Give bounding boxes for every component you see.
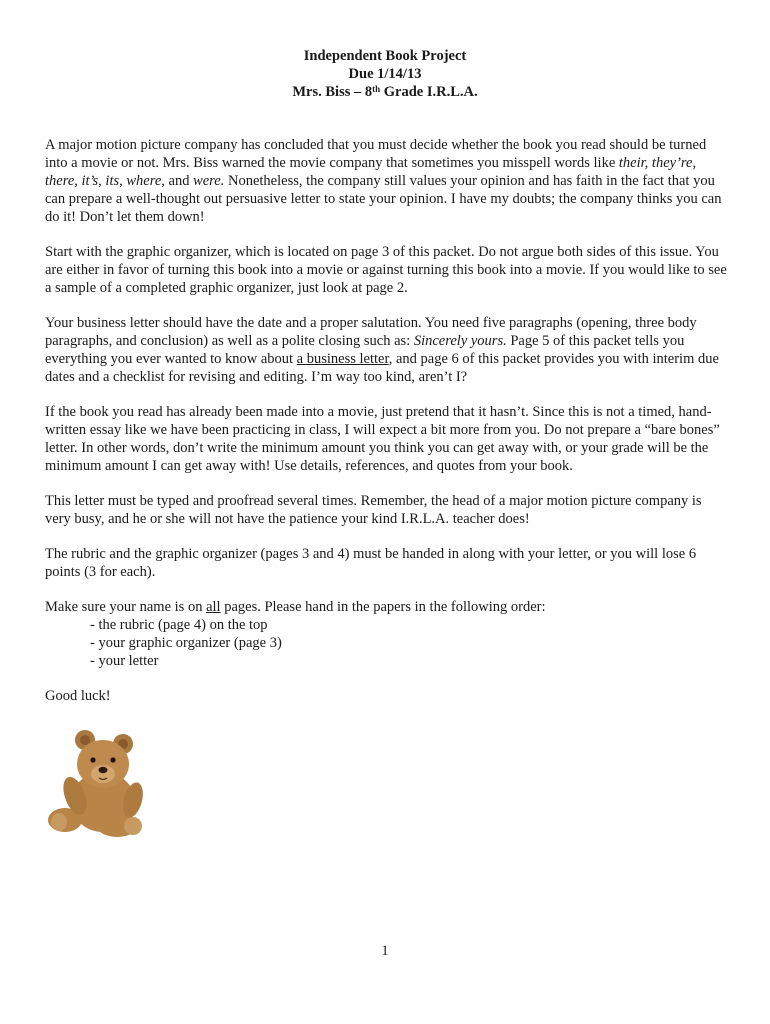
document-header	[0, 47, 770, 101]
paragraph-business-letter: Your business letter should have the date and a proper salutation. You need five paragraphs (opening, three body paragraphs, and conclusion) as well as a polite closing such as: Sincerely yours. Page 5 of this packet tells you everything you ever wanted to know about a business letter, and page 6 of this packet provides you with interim due dates and a checklist for revising and editing. I’m way too kind, aren’t I?	[45, 315, 719, 385]
paragraph-order: Make sure your name is on all pages. Please hand in the papers in the following order: - the rubric (page 4) on the top - your graphic organizer (page 3) - your letter	[45, 598, 730, 670]
business-letter-link[interactable]: a business letter	[296, 351, 389, 367]
teddy-bear-image	[45, 722, 150, 840]
list-item: - the rubric (page 4) on the top	[90, 617, 268, 633]
list-item: - your graphic organizer (page 3)	[90, 635, 282, 651]
paragraph-graphic-organizer: Start with the graphic organizer, which is located on page 3 of this packet. Do not argue both sides of this issue. You are either in favor of turning this book into a movie or against turning this book into a movie. If you would like to see a sample of a completed graphic organizer, just look at page 2.	[45, 244, 727, 296]
paragraph-intro: A major motion picture company has concluded that you must decide whether the book you read should be turned into a movie or not. Mrs. Biss warned the movie company that sometimes you misspell words like their, they’re, there, it’s, its, where, and were. Nonetheless, the company still values your opinion and has faith in the fact that you can prepare a well-thought out persuasive letter to state your opinion. I have my doubts; the company thinks you can do it! Don’t let them down!	[45, 137, 722, 225]
due-date: Due 1/14/13	[348, 66, 422, 82]
paragraph-proofread: This letter must be typed and proofread several times. Remember, the head of a major motion picture company is very busy, and he or she will not have the patience your kind I.R.L.A. teacher does!	[45, 493, 702, 527]
page-number: 1	[381, 943, 389, 959]
list-item: - your letter	[90, 653, 159, 669]
closing-line: Good luck!	[45, 688, 111, 704]
hand-in-list	[45, 616, 730, 670]
document-body	[45, 136, 730, 722]
paragraph-rubric: The rubric and the graphic organizer (pages 3 and 4) must be handed in along with your letter, or you will lose 6 points (3 for each).	[45, 546, 697, 580]
teacher-line: Mrs. Biss – 8th Grade I.R.L.A.	[292, 84, 478, 100]
project-title: Independent Book Project	[303, 48, 467, 64]
paragraph-movie: If the book you read has already been made into a movie, just pretend that it hasn’t. Since this is not a timed, hand-written essay like we have been practicing in class, I will expect a bit more from you. Do not prepare a “bare bones” letter. In other words, don’t write the minimum amount you think you can get away with, or your grade will be the minimum amount I can get away with! Use details, references, and quotes from your book.	[45, 404, 720, 474]
